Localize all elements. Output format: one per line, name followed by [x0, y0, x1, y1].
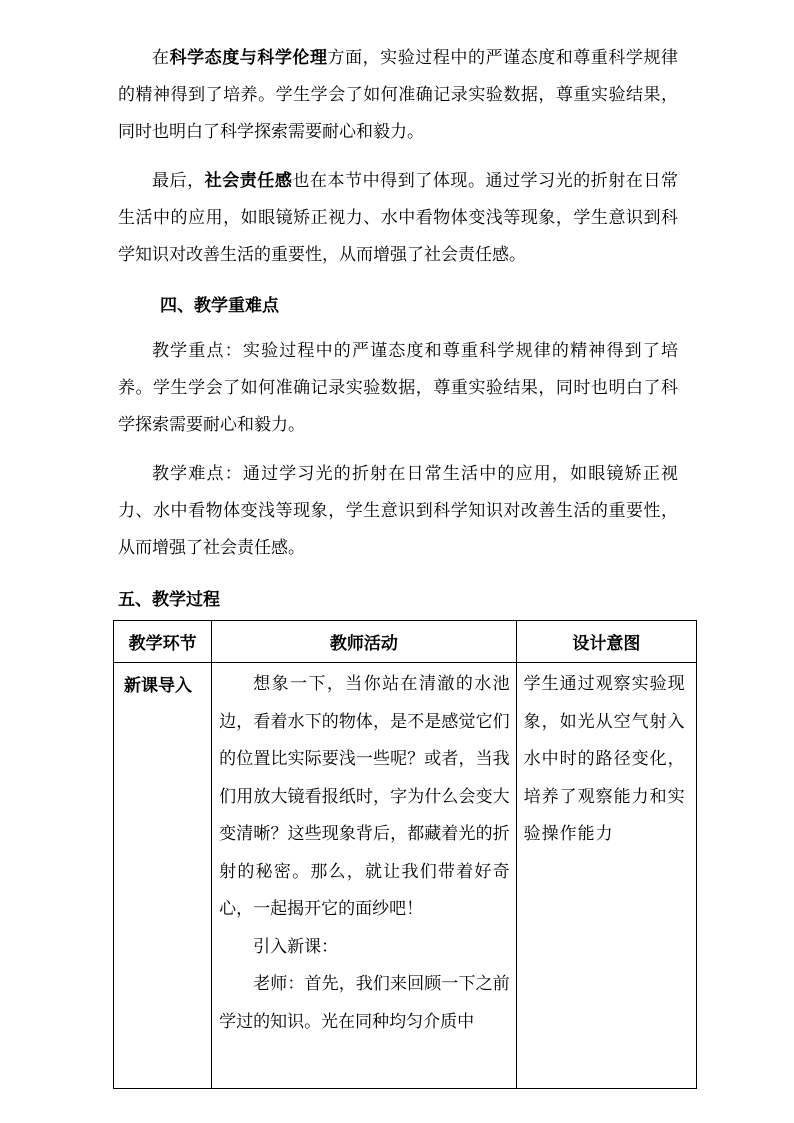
paragraph-prefix: 最后，: [152, 171, 205, 191]
bold-term-science-ethics: 科学态度与科学伦理: [169, 48, 328, 68]
paragraph-social-responsibility: [118, 163, 678, 274]
table-header-row: [114, 621, 697, 663]
header-teacher-activity: 教师活动: [212, 621, 517, 663]
cell-stage: 新课导入: [114, 663, 212, 1089]
paragraph-body: 方面，实验过程中的严谨态度和尊重科学规律的精神得到了培养。学生学会了如何准确记录实验数据，尊重实验结果，同时也明白了科学探索需要耐心和毅力。: [118, 48, 679, 142]
table-row: [114, 663, 697, 1089]
cell-design-intent: 学生通过观察实验现象，如光从空气射入水中时的路径变化，培养了观察能力和实验操作能力: [516, 663, 696, 1089]
teacher-new-lesson-text: 引入新课：: [253, 936, 339, 957]
paragraph-difficult-point: 教学难点：通过学习光的折射在日常生活中的应用，如眼镜矫正视力、水中看物体变浅等现象，学生意识到科学知识对改善生活的重要性，从而增强了社会责任感。: [118, 464, 678, 558]
paragraph-science-ethics: [118, 40, 678, 151]
paragraph-prefix: 在: [152, 48, 170, 68]
bold-term-social-responsibility: 社会责任感: [204, 171, 293, 191]
header-stage: 教学环节: [114, 621, 212, 663]
teacher-intro-text: 想象一下，当你站在清澈的水池边，看着水下的物体，是不是感觉它们的位置比实际要浅一些呢？或者，当我们用放大镜看报纸时，字为什么会变大变清晰？这些现象背后，都藏着光的折射的秘密。那么，就让我们带着好奇心，一起揭开它的面纱吧！: [219, 674, 510, 919]
paragraph-body: 也在本节中得到了体现。通过学习光的折射在日常生活中的应用，如眼镜矫正视力、水中看物体变浅等现象，学生意识到科学知识对改善生活的重要性，从而增强了社会责任感。: [118, 171, 679, 265]
section-heading-key-points: 四、教学重难点: [160, 296, 279, 316]
cell-teacher-activity: [212, 663, 517, 1089]
header-design-intent: 设计意图: [516, 621, 696, 663]
section-heading-teaching-process: 五、教学过程: [118, 590, 220, 610]
paragraph-key-point: 教学重点：实验过程中的严谨态度和尊重科学规律的精神得到了培养。学生学会了如何准确记录实验数据，尊重实验结果，同时也明白了科学探索需要耐心和毅力。: [118, 341, 678, 435]
teacher-review-text: 老师：首先，我们来回顾一下之前学过的知识。光在同种均匀介质中: [219, 974, 510, 1032]
teaching-process-table: [113, 620, 697, 1089]
